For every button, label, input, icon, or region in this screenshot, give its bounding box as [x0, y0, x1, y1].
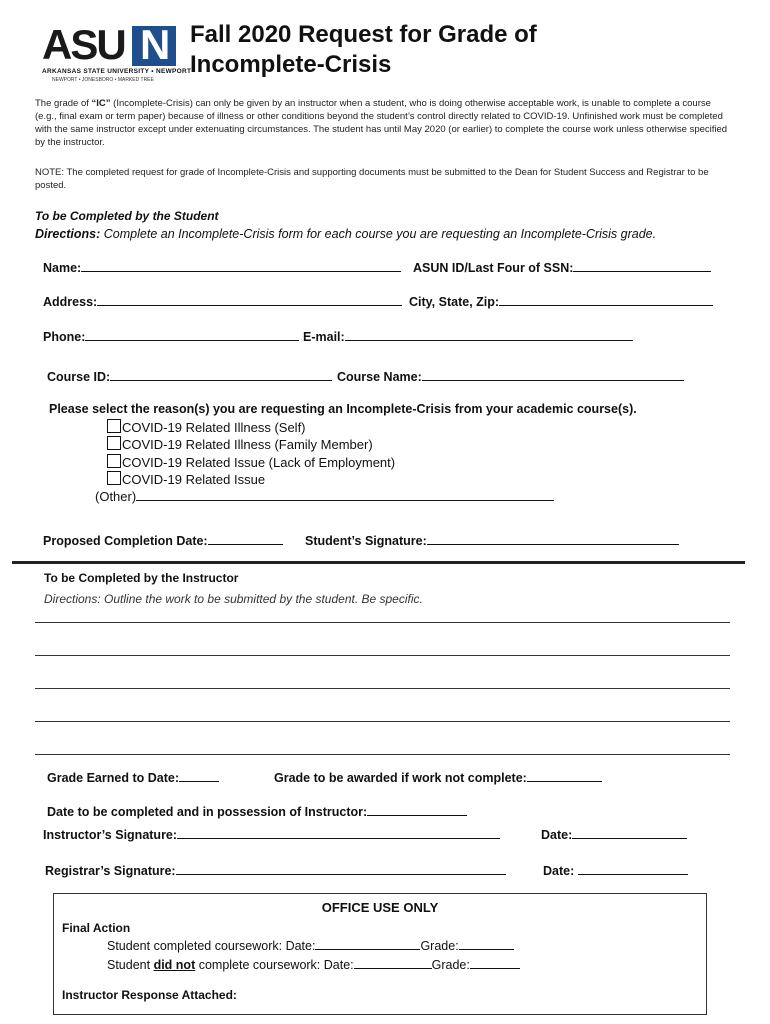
instructor-directions: Directions: Outline the work to be submitted by the student. Be specific.	[44, 592, 423, 606]
grade-awarded-label: Grade to be awarded if work not complete:	[274, 771, 527, 785]
not-completed-date-line[interactable]	[354, 956, 432, 969]
section-divider	[12, 561, 745, 564]
intro-ic: “IC”	[91, 98, 111, 109]
student-section-heading: To be Completed by the Student	[35, 209, 219, 223]
date-completed-label: Date to be completed and in possession of Instructor:	[47, 805, 368, 819]
instructor-response-label: Instructor Response Attached:	[62, 988, 237, 1002]
student-directions-label: Directions:	[35, 227, 101, 241]
checkbox[interactable]	[107, 419, 121, 433]
asun-id-label: ASUN ID/Last Four of SSN:	[413, 261, 574, 275]
course-id-field[interactable]	[47, 368, 332, 384]
asun-id-field[interactable]	[413, 259, 711, 275]
reason-option[interactable]	[107, 436, 373, 452]
grade-awarded-field[interactable]	[274, 769, 602, 785]
address-field[interactable]	[43, 293, 402, 309]
student-signature-label: Student’s Signature:	[305, 534, 427, 548]
address-line[interactable]	[97, 293, 402, 306]
student-signature-field[interactable]	[305, 532, 679, 548]
student-directions-text: Complete an Incomplete-Crisis form for each course you are requesting an Incomplete-Crisis grade.	[100, 227, 657, 241]
checkbox[interactable]	[107, 436, 121, 450]
reason-option[interactable]	[107, 471, 265, 487]
not-completed-grade-line[interactable]	[470, 956, 520, 969]
outline-line[interactable]	[35, 721, 730, 722]
reason-option[interactable]	[107, 454, 395, 470]
reason-label: COVID-19 Related Issue	[122, 472, 266, 487]
office-use-heading: OFFICE USE ONLY	[321, 900, 439, 915]
date-completed-line[interactable]	[367, 803, 467, 816]
outline-line[interactable]	[35, 688, 730, 689]
asun-logo	[42, 21, 192, 86]
reason-other-line[interactable]	[136, 488, 554, 501]
date-completed-field[interactable]	[47, 803, 467, 819]
city-state-zip-line[interactable]	[499, 293, 713, 306]
registrar-signature-field[interactable]	[45, 862, 506, 878]
form-title	[190, 20, 537, 80]
course-name-line[interactable]	[422, 368, 684, 381]
registrar-date-line[interactable]	[578, 862, 688, 875]
registrar-date-field[interactable]	[543, 862, 688, 878]
registrar-signature-line[interactable]	[176, 862, 506, 875]
reason-label: COVID-19 Related Illness (Family Member)	[122, 437, 373, 452]
asun-id-line[interactable]	[573, 259, 711, 272]
final-action-label: Final Action	[62, 921, 131, 935]
reasons-prompt: Please select the reason(s) you are requesting an Incomplete-Crisis from your academic course(s).	[49, 402, 637, 416]
instructor-signature-field[interactable]	[43, 826, 500, 842]
checkbox[interactable]	[107, 471, 121, 485]
grade-earned-field[interactable]	[47, 769, 219, 785]
email-label: E-mail:	[303, 330, 345, 344]
intro-paragraph	[35, 97, 735, 149]
phone-line[interactable]	[85, 328, 299, 341]
instructor-date-label: Date:	[541, 828, 573, 842]
name-field[interactable]	[43, 259, 401, 275]
grade-awarded-line[interactable]	[527, 769, 602, 782]
student-signature-line[interactable]	[427, 532, 679, 545]
completed-label: Student completed coursework: Date:	[107, 939, 316, 953]
not-completed-label: complete coursework: Date:	[195, 958, 354, 972]
instructor-signature-label: Instructor’s Signature:	[43, 828, 178, 842]
instructor-date-field[interactable]	[541, 826, 687, 842]
form-title-line2: Incomplete-Crisis	[190, 51, 392, 78]
form-title-line1: Fall 2020 Request for Grade of	[190, 21, 537, 48]
instructor-signature-line[interactable]	[177, 826, 500, 839]
outline-line[interactable]	[35, 754, 730, 755]
proposed-date-label: Proposed Completion Date:	[43, 534, 208, 548]
proposed-date-field[interactable]	[43, 532, 283, 548]
name-line[interactable]	[81, 259, 401, 272]
instructor-date-line[interactable]	[572, 826, 687, 839]
completed-grade-label: Grade:	[420, 939, 459, 953]
completed-row[interactable]	[107, 937, 514, 953]
outline-line[interactable]	[35, 622, 730, 623]
intro-rest: (Incomplete-Crisis) can only be given by an instructor when a student, who is doing otherwise acceptable work, is unable to complete a course (e.g., final exam or term paper) because of illness or other conditions beyond the student’s control directly related to COVID-19. Unfinished work must be completed with the same instructor except under extenuating circumstances. The student has until May 2020 (or earlier) to complete the course work unless otherwise specified by the instructor.	[35, 98, 728, 148]
city-state-zip-field[interactable]	[409, 293, 713, 309]
reason-label: COVID-19 Related Illness (Self)	[122, 420, 306, 435]
course-name-label: Course Name:	[337, 370, 422, 384]
not-completed-pre: Student	[107, 958, 154, 972]
phone-field[interactable]	[43, 328, 299, 344]
outline-line[interactable]	[35, 655, 730, 656]
student-directions	[35, 227, 656, 241]
office-use-box	[53, 893, 707, 1015]
intro-pre: The grade of	[35, 98, 92, 109]
course-id-line[interactable]	[110, 368, 332, 381]
grade-earned-label: Grade Earned to Date:	[47, 771, 179, 785]
logo-wordmark: ASU	[42, 21, 125, 68]
email-field[interactable]	[303, 328, 633, 344]
proposed-date-line[interactable]	[208, 532, 283, 545]
reason-other[interactable]	[95, 488, 554, 504]
name-label: Name:	[43, 261, 82, 275]
reason-other-label: (Other)	[95, 489, 137, 504]
logo-university-name: ARKANSAS STATE UNIVERSITY • NEWPORT	[42, 68, 192, 75]
checkbox[interactable]	[107, 454, 121, 468]
not-completed-emphasis: did not	[153, 958, 196, 972]
address-label: Address:	[43, 295, 98, 309]
logo-n-letter: N	[140, 21, 171, 68]
completed-grade-line[interactable]	[459, 937, 514, 950]
reason-label: COVID-19 Related Issue (Lack of Employment)	[122, 455, 396, 470]
grade-earned-line[interactable]	[179, 769, 219, 782]
course-id-label: Course ID:	[47, 370, 111, 384]
email-line[interactable]	[345, 328, 633, 341]
note-paragraph: NOTE: The completed request for grade of Incomplete-Crisis and supporting documents must be submitted to the Dean for Student Success and Registrar to be posted.	[35, 167, 709, 191]
completed-date-line[interactable]	[315, 937, 420, 950]
phone-label: Phone:	[43, 330, 86, 344]
instructor-section-heading: To be Completed by the Instructor	[44, 571, 239, 585]
city-state-zip-label: City, State, Zip:	[409, 295, 500, 309]
not-completed-grade-label: Grade:	[431, 958, 470, 972]
reason-option[interactable]	[107, 419, 306, 435]
logo-campuses: NEWPORT • JONESBORO • MARKED TREE	[52, 77, 154, 83]
registrar-date-label: Date:	[543, 864, 578, 878]
not-completed-row[interactable]	[107, 956, 520, 972]
registrar-signature-label: Registrar’s Signature:	[45, 864, 176, 878]
course-name-field[interactable]	[337, 368, 684, 384]
